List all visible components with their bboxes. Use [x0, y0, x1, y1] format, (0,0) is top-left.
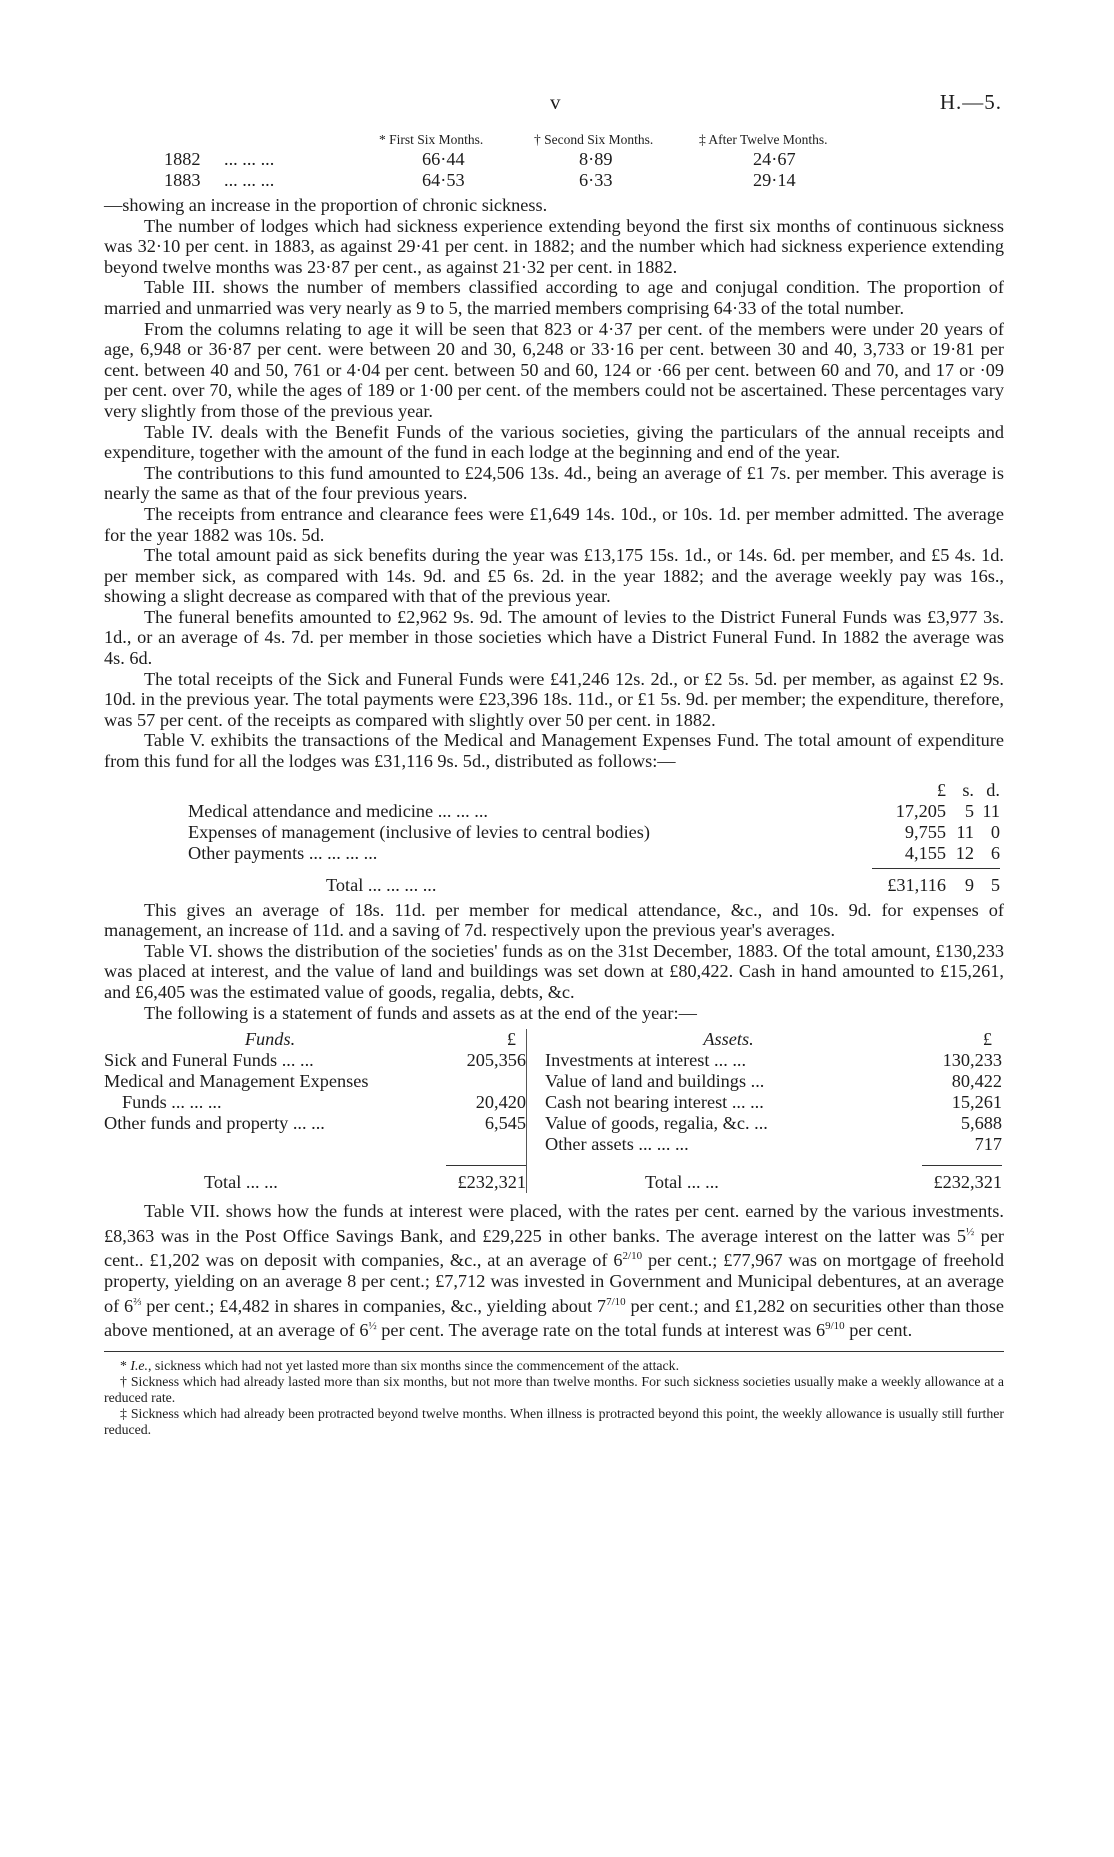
- paragraph: The total receipts of the Sick and Funeral Funds were £41,246 12s. 2d., or £2 5s. 5d. per member, as against £2 9s. 10d. in the previous year. The total payments were £23,396 18s. 11d., or £1 5s. 9d. per member; the expenditure, therefore, was 57 per cent. of the receipts as compared with slightly over 50 per cent. in 1882.: [104, 668, 1004, 730]
- paragraph: The receipts from entrance and clearance fees were £1,649 14s. 10d., or 10s. 1d. per member admitted. The average for the year 1882 was 10s. 5d.: [104, 503, 1004, 545]
- fund-value: [446, 1071, 526, 1092]
- table-row: [104, 1071, 526, 1092]
- asset-label: Other assets ... ... ...: [545, 1134, 689, 1155]
- row-label: Medical attendance and medicine ... ... ...: [188, 800, 488, 821]
- row-second-six: 6·33: [579, 170, 613, 190]
- assets-unit: £: [982, 1029, 992, 1050]
- page-numeral: v: [550, 90, 561, 114]
- asset-label: Cash not bearing interest ... ...: [545, 1092, 764, 1113]
- row-first-six: 66·44: [422, 149, 465, 169]
- funds-total-rule: [446, 1165, 526, 1166]
- sickness-table-headers: [104, 128, 1004, 149]
- asset-value: 130,233: [942, 1050, 1002, 1071]
- row-after-twelve: 24·67: [753, 149, 796, 169]
- fund-value: 205,356: [466, 1050, 526, 1071]
- row-year: 1883: [164, 170, 201, 190]
- row-pence: 0: [990, 821, 1000, 842]
- total-rule: [872, 868, 1000, 869]
- asset-label: Value of goods, regalia, &c. ...: [545, 1113, 768, 1134]
- row-second-six: 8·89: [579, 149, 613, 169]
- footnotes: [104, 1358, 1004, 1438]
- header-after-twelve-months: ‡ After Twelve Months.: [699, 132, 828, 147]
- asset-value: 5,688: [960, 1113, 1002, 1134]
- total-pence: 5: [990, 874, 1000, 895]
- fraction: 2/10: [622, 1250, 643, 1263]
- fraction: 9/10: [825, 1320, 845, 1333]
- asset-label: Investments at interest ... ...: [545, 1050, 747, 1071]
- assets-title: Assets.: [703, 1029, 754, 1050]
- row-dots: ... ... ...: [224, 149, 275, 169]
- paragraph: The total amount paid as sick benefits during the year was £13,175 15s. 1d., or 14s. 6d. per member, and £5 4s. 1d. per member sick, as compared with 14s. 9d. and £5 6s. 2d. in the year 1882; and the average weekly pay was 16s., showing a slight decrease as compared with that of the previous year.: [104, 545, 1004, 607]
- fraction: ½: [965, 1225, 975, 1238]
- table-row: [104, 170, 1004, 191]
- paragraph: From the columns relating to age it will be seen that 823 or 4·37 per cent. of the members were under 20 years of age, 6,948 or 36·87 per cent. were between 20 and 30, 6,248 or 33·16 per cent. between 30 and 40, 3,733 or 19·81 per cent. between 40 and 50, 761 or 4·04 per cent. between 50 and 60, 124 or ·66 per cent. between 60 and 70, and 17 or ·09 per cent. over 70, while the ages of 189 or 1·00 per cent. of the members could not be ascertained. These percentages vary very slightly from those of the previous year.: [104, 318, 1004, 421]
- sickness-table: [104, 128, 1004, 191]
- row-first-six: 64·53: [422, 170, 465, 190]
- expenditure-units-row: [188, 780, 1000, 801]
- row-pounds: 4,155: [904, 842, 946, 863]
- funds-assets-statement: [104, 1029, 1004, 1193]
- paragraph: The number of lodges which had sickness experience extending beyond the first six months of continuous sickness was 32·10 per cent. in 1883, as against 29·41 per cent. in 1882; and the number which had sickness experience extending beyond twelve months was 23·87 per cent., as against 21·32 per cent. in 1882.: [104, 215, 1004, 277]
- fund-label: Sick and Funeral Funds ... ...: [104, 1050, 314, 1071]
- table-row: [104, 149, 1004, 170]
- assets-total-label: Total ... ...: [645, 1172, 719, 1193]
- assets-total-rule: [922, 1165, 1002, 1166]
- footnote-1: * I.e., sickness which had not yet lasted more than six months since the commencement of the attack.: [120, 1358, 680, 1374]
- footnote-rule: [104, 1351, 1004, 1352]
- row-year: 1882: [164, 149, 201, 169]
- table-row: [545, 1050, 1002, 1071]
- total-shillings: 9: [964, 874, 974, 895]
- table-row: [545, 1092, 1002, 1113]
- row-pounds: 9,755: [904, 821, 946, 842]
- table-row: [104, 1113, 526, 1134]
- table-row: [545, 1134, 1002, 1155]
- assets-total-value: £232,321: [933, 1172, 1002, 1193]
- paragraph: Table VI. shows the distribution of the societies' funds as on the 31st December, 1883. Of the total amount, £130,233 was placed at interest, and the value of land and buildings was set down at £80,422. Cash in hand amounted to £15,261, and £6,405 was the estimated value of goods, regalia, debts, &c.: [104, 940, 1004, 1002]
- document-page: [104, 84, 1004, 1438]
- table-row: [188, 822, 1000, 843]
- header-first-six-months: * First Six Months.: [379, 132, 484, 147]
- fund-label: Other funds and property ... ...: [104, 1113, 325, 1134]
- row-label: Expenses of management (inclusive of levies to central bodies): [188, 821, 650, 842]
- row-shillings: 5: [964, 800, 974, 821]
- asset-value: 80,422: [951, 1071, 1002, 1092]
- table-row: [188, 801, 1000, 822]
- funds-unit: £: [506, 1029, 516, 1050]
- header-second-six-months: † Second Six Months.: [534, 132, 654, 147]
- table-row: [104, 1092, 526, 1113]
- unit-shillings: s.: [962, 779, 974, 800]
- table-row: [545, 1113, 1002, 1134]
- fund-value: 20,420: [475, 1092, 526, 1113]
- assets-total-row: [545, 1172, 1002, 1193]
- fund-label: Funds ... ... ...: [122, 1092, 222, 1113]
- row-after-twelve: 29·14: [753, 170, 796, 190]
- paragraph: This gives an average of 18s. 11d. per member for medical attendance, &c., and 10s. 9d. for expenses of management, an increase of 11d. and a saving of 7d. respectively upon the previous year's averages.: [104, 899, 1004, 941]
- expenditure-table: [188, 780, 1000, 896]
- paragraph: Table III. shows the number of members classified according to age and conjugal condition. The proportion of married and unmarried was very nearly as 9 to 5, the married members comprising 64·33 of the total number.: [104, 277, 1004, 318]
- document-reference: H.—5.: [939, 90, 1002, 114]
- table-row: [104, 1050, 526, 1071]
- row-dots: ... ... ...: [224, 170, 275, 190]
- funds-total-row: [104, 1172, 526, 1193]
- paragraph: The following is a statement of funds and assets as at the end of the year:—: [144, 1002, 697, 1023]
- fraction: ⅔: [133, 1295, 142, 1308]
- page-header: [104, 84, 1004, 128]
- fund-value: 6,545: [484, 1113, 526, 1134]
- paragraph: The contributions to this fund amounted to £24,506 13s. 4d., being an average of £1 7s. per member. This average is nearly the same as that of the four previous years.: [104, 462, 1004, 504]
- funds-column: [104, 1029, 526, 1193]
- fraction: ½: [368, 1320, 377, 1333]
- paragraph: The funeral benefits amounted to £2,962 9s. 9d. The amount of levies to the District Funeral Funds was £3,977 3s. 1d., or an average of 4s. 7d. per member in those societies which have a District Funeral Fund. In 1882 the average was 4s. 6d.: [104, 606, 1004, 669]
- fraction: 7/10: [606, 1295, 626, 1308]
- total-pounds: £31,116: [887, 874, 946, 895]
- footnote-2: † Sickness which had already lasted more than six months, but not more than twelve months. For such sickness societies usually make a weekly allowance at a reduced rate.: [104, 1374, 1004, 1406]
- asset-value: 717: [974, 1134, 1002, 1155]
- total-row: [188, 875, 1000, 896]
- row-pounds: 17,205: [895, 800, 946, 821]
- paragraph: Table IV. deals with the Benefit Funds of the various societies, giving the particulars of the annual receipts and expenditure, together with the amount of the fund in each lodge at the beginning and end of the year.: [104, 421, 1004, 463]
- row-pence: 11: [982, 800, 1000, 821]
- funds-total-value: £232,321: [457, 1172, 526, 1193]
- row-shillings: 12: [955, 842, 974, 863]
- paragraph-table-vii: Table VII. shows how the funds at interest were placed, with the rates per cent. earned by the various investments. £8,363 was in the Post Office Savings Bank, and £29,225 in other banks. The average interest on the latter was $5^{\frac{1}{2}}$ per cent.. £1,202 was on deposit with companies, &c., at an average of $6^{2/10}$ per cent.; £77,967 was on mortgage of freehold property, yielding on an average 8 per cent.; £7,712 was invested in Government and Municipal debentures, at an average of $6^{\frac{2}{3}}$ per cent.; £4,482 in shares in companies, &c., yielding about $7^{7/10}$ per cent.; and £1,282 on securities other than those above mentioned, at an average of $6^{\frac{1}{2}}$ per cent. The average rate on the total funds at interest was $6^{9/10}$ per cent.: [104, 1201, 1004, 1341]
- unit-pence: d.: [986, 779, 1000, 800]
- row-shillings: 11: [956, 821, 974, 842]
- funds-total-label: Total ... ...: [204, 1172, 278, 1193]
- row-pence: 6: [990, 842, 1000, 863]
- row-label: Other payments ... ... ... ...: [188, 842, 378, 863]
- table-row: [188, 843, 1000, 864]
- paragraph: Table V. exhibits the transactions of the Medical and Management Expenses Fund. The total amount of expenditure from this fund for all the lodges was £31,116 9s. 5d., distributed as follows:—: [104, 730, 1004, 772]
- fund-label: Medical and Management Expenses: [104, 1071, 369, 1092]
- unit-pounds: £: [936, 779, 946, 800]
- asset-label: Value of land and buildings ...: [545, 1071, 765, 1092]
- paragraph: —showing an increase in the proportion of chronic sickness.: [104, 195, 548, 215]
- total-label: Total ... ... ... ...: [326, 874, 437, 895]
- footnote-3: ‡ Sickness which had already been protracted beyond twelve months. When illness is protracted beyond this point, the weekly allowance is usually still further reduced.: [104, 1406, 1004, 1438]
- assets-column: [526, 1029, 1002, 1193]
- table-row: [545, 1071, 1002, 1092]
- asset-value: 15,261: [951, 1092, 1002, 1113]
- funds-title: Funds.: [244, 1029, 296, 1050]
